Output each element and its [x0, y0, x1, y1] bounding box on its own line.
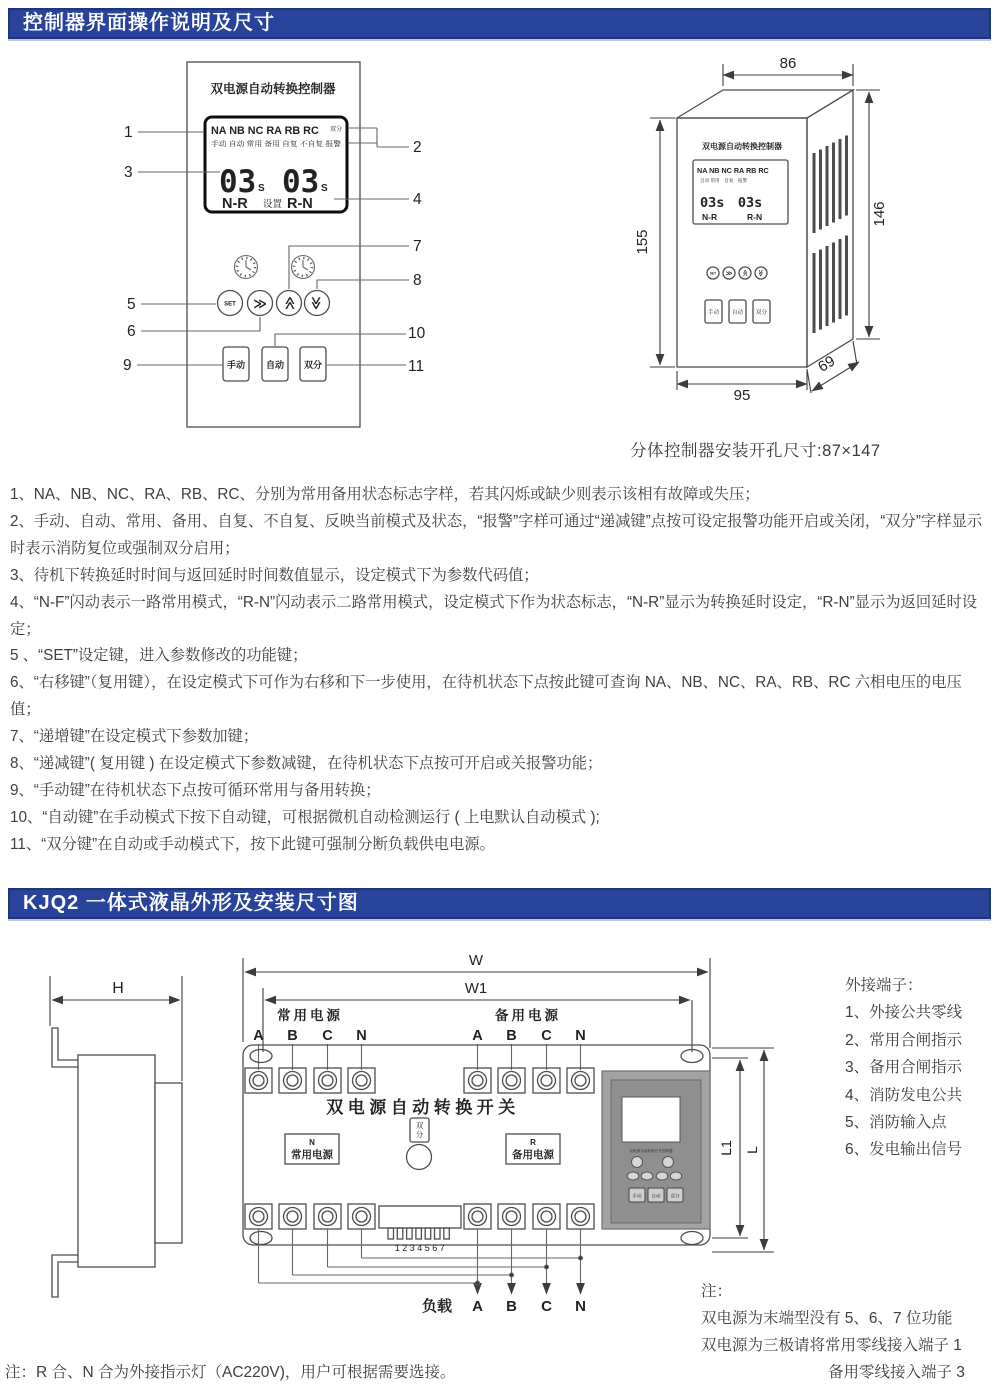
normal-supply-label: 常用电源 — [277, 1008, 343, 1023]
load-phase-c: C — [541, 1298, 552, 1315]
dim-l-label: L — [744, 1146, 760, 1154]
ctrl-split-label: 双分 — [670, 1193, 680, 1199]
load-phase-b: B — [506, 1298, 517, 1315]
normal-box-label: 常用电源 — [291, 1149, 333, 1161]
callout-9: 9 — [123, 357, 132, 374]
section1-header — [8, 8, 991, 39]
handle-hole — [407, 1145, 432, 1170]
phase-c: C — [322, 1028, 333, 1044]
top-terminals — [245, 1068, 594, 1093]
right-key[interactable] — [248, 291, 273, 316]
callout-3: 3 — [124, 164, 133, 181]
section1-title: 控制器界面操作说明及尺寸 — [23, 12, 275, 34]
dim-l1-label: L1 — [718, 1140, 734, 1156]
dim-w-label: W — [468, 952, 484, 969]
instruction-item: 2、手动、自动、常用、备用、自复、不自复、反映当前模式及状态，“报警”字样可通过“递减键”点按可设定报警功能开启或关闭，“双分”字样显示时表示消防复位或强制双分启用； — [10, 512, 983, 557]
mini-panel-title: 双电源自动转换控制器 — [702, 142, 782, 151]
lcd-row1: NA NB NC RA RB RC — [211, 125, 319, 137]
dim-w1-label: W1 — [464, 980, 488, 997]
section2-header — [8, 888, 991, 919]
instruction-item: 7、“递增键”在设定模式下参数加键； — [10, 728, 259, 746]
set-key[interactable] — [218, 291, 243, 316]
controller-3d-drawing — [628, 55, 920, 430]
backup-box-label: 备用电源 — [512, 1149, 554, 1161]
bottom-terminals — [245, 1204, 594, 1229]
backup-r-label: R — [530, 1138, 536, 1147]
ctrl-auto-label: 自动 — [651, 1193, 661, 1199]
notes-right-line: 双电源为末端型没有 5、6、7 位功能 — [701, 1310, 953, 1327]
clock-icon — [292, 256, 315, 279]
terminal-item: 6、发电输出信号 — [845, 1141, 963, 1159]
set-key-label: SET — [224, 301, 236, 308]
phase-b: B — [287, 1028, 298, 1044]
mini-lcd-nr: N-R — [702, 212, 718, 222]
lcd-set-label: 设置 — [263, 199, 283, 210]
load-label: 负载 — [421, 1298, 453, 1315]
callout-10: 10 — [408, 325, 426, 342]
dim-front-width: 95 — [733, 387, 751, 404]
load-phase-n: N — [575, 1298, 586, 1315]
instruction-item: 5 、“SET”设定键，进入参数修改的功能键； — [10, 647, 308, 665]
terminal-item: 5、消防输入点 — [845, 1114, 947, 1132]
mini-chevron-right-icon: ≫ — [725, 270, 733, 278]
phase-n: N — [575, 1028, 586, 1044]
terminal-item: 4、消防发电公共 — [845, 1086, 963, 1104]
mini-split-label: 双分 — [755, 310, 768, 316]
mini-chevron-up-icon: ≫ — [742, 269, 750, 277]
lcd-unit-left: S — [258, 183, 265, 194]
signal-connector — [379, 1206, 461, 1239]
instruction-item: 11、“双分键”在自动或手动模式下，按下此键可强制分断负载供电电源。 — [10, 835, 495, 853]
chevron-right-icon: ≫ — [253, 296, 267, 311]
notes-right-line: 双电源为三极请将常用零线接入端子 1 — [701, 1337, 962, 1354]
front-panel-diagram — [118, 55, 560, 450]
phase-c: C — [541, 1028, 552, 1044]
phase-b: B — [506, 1028, 517, 1044]
manual-key[interactable] — [223, 347, 249, 381]
instruction-item: 10、“自动键”在手动模式下按下自动键，可根据微机自动检测运行 ( 上电默认自动模式 ); — [10, 808, 600, 826]
mini-lcd-row1: NA NB NC RA RB RC — [697, 166, 769, 175]
lcd-row2: 手动 自动 常用 备用 自复 不自复 报警 — [211, 141, 321, 148]
split-char-2: 分 — [415, 1130, 424, 1139]
decrease-key[interactable] — [305, 291, 330, 316]
mini-set-label: SET — [709, 271, 717, 276]
normal-n-label: N — [309, 1138, 315, 1147]
callout-4: 4 — [413, 191, 422, 208]
lcd-nr: N-R — [222, 196, 248, 212]
load-phase-labels — [472, 1298, 586, 1315]
phase-leader-lines — [259, 1044, 581, 1070]
load-phase-a: A — [472, 1298, 483, 1315]
instruction-item: 4、“N-F”闪动表示一路常用模式，“R-N”闪动表示二路常用模式，设定模式下作为状态标志，“N-R”显示为转换延时设定，“R-N”显示为返回延时设定； — [10, 593, 978, 638]
callout-11: 11 — [408, 358, 425, 375]
controller-display — [622, 1097, 680, 1142]
instruction-item: 3、待机下转换延时时间与返回延时时间数值显示，设定模式下为参数代码值； — [10, 566, 539, 584]
pin-numbers: 1234567 — [394, 1243, 448, 1253]
chevron-down-icon: ≫ — [309, 296, 324, 310]
auto-key[interactable] — [262, 347, 288, 381]
bottom-note: 注：R 合、N 合为外接指示灯（AC220V)，用户可根据需要选接。 — [5, 1364, 456, 1381]
clock-icon — [235, 256, 258, 279]
callout-2: 2 — [413, 139, 422, 156]
phase-a: A — [472, 1028, 483, 1044]
notes-right-title: 注： — [701, 1283, 733, 1300]
dim-h-label: H — [112, 980, 124, 997]
split-char-1: 双 — [415, 1121, 424, 1130]
instruction-list — [10, 482, 992, 859]
split-key-label: 双分 — [303, 360, 323, 370]
lcd-time-right: 03 — [282, 164, 320, 200]
mini-lcd-time: 03s 03s — [700, 195, 763, 211]
callout-8: 8 — [413, 272, 422, 289]
notes-right-line: 备用零线接入端子 3 — [828, 1364, 965, 1381]
side-profile-view — [20, 950, 235, 1340]
auto-key-label: 自动 — [265, 360, 285, 370]
mini-auto-label: 自动 — [731, 310, 744, 316]
mini-lcd-rn: R-N — [747, 212, 763, 222]
chevron-up-icon: ≫ — [282, 296, 297, 310]
callout-6: 6 — [127, 323, 136, 340]
mini-manual-label: 手动 — [707, 310, 720, 316]
increase-key[interactable] — [277, 291, 302, 316]
terminal-item: 3、备用合闸指示 — [845, 1059, 963, 1077]
instruction-item: 6、“右移键”（复用键），在设定模式下可作为右移和下一步使用，在待机状态下点按此键可查询 NA、NB、NC、RA、RB、RC 六相电压的电压值； — [10, 674, 962, 719]
external-terminals-title: 外接端子： — [845, 977, 923, 994]
profile-outline — [52, 1028, 182, 1297]
dim-width: 86 — [779, 55, 797, 72]
external-terminals — [845, 972, 962, 1164]
vent-louvers — [814, 136, 847, 334]
notes-right — [701, 1278, 965, 1384]
lcd-rn: R-N — [287, 196, 313, 212]
phase-a: A — [253, 1028, 264, 1044]
lcd-time-left: 03 — [219, 164, 257, 200]
ctrl-manual-label: 手动 — [632, 1193, 642, 1199]
cutout-caption: 分体控制器安装开孔尺寸:87×147 — [630, 442, 881, 460]
controller-title: 双电源自动转换开关控制器 — [629, 1149, 673, 1153]
terminal-item: 2、常用合闸指示 — [845, 1031, 963, 1049]
split-key[interactable] — [300, 347, 326, 381]
terminal-item: 1、外接公共零线 — [845, 1004, 963, 1022]
phase-n: N — [356, 1028, 367, 1044]
section2-title: KJQ2 一体式液晶外形及安装尺寸图 — [23, 892, 359, 914]
mini-lcd-row2: 自动 常用 自复 报警 — [700, 178, 748, 183]
instruction-item: 8、“递减键”( 复用键 ) 在设定模式下参数减键，在待机状态下点按可开启或关报警功能； — [10, 755, 603, 773]
lcd-unit-right: S — [321, 183, 328, 194]
panel-title: 双电源自动转换控制器 — [210, 82, 336, 96]
dim-depth: 69 — [815, 352, 839, 376]
callout-7: 7 — [413, 238, 422, 255]
instruction-item: 1、NA、NB、NC、RA、RB、RC、分别为常用备用状态标志字样，若其闪烁或缺少则表示该相有故障或失压； — [10, 486, 760, 503]
switch-title: 双电源自动转换开关 — [326, 1098, 520, 1117]
lcd-row1-right: 双分 — [329, 127, 342, 133]
callout-5: 5 — [127, 296, 136, 313]
callout-1: 1 — [124, 124, 133, 141]
manual-key-label: 手动 — [226, 360, 246, 370]
dim-height: 146 — [871, 201, 888, 227]
backup-supply-label: 备用电源 — [495, 1008, 561, 1023]
phase-labels-top — [253, 1028, 585, 1044]
instruction-item: 9、“手动键”在待机状态下点按可循环常用与备用转换； — [10, 781, 381, 799]
mini-chevron-down-icon: ≫ — [756, 269, 764, 277]
dim-front-height: 155 — [634, 229, 651, 255]
